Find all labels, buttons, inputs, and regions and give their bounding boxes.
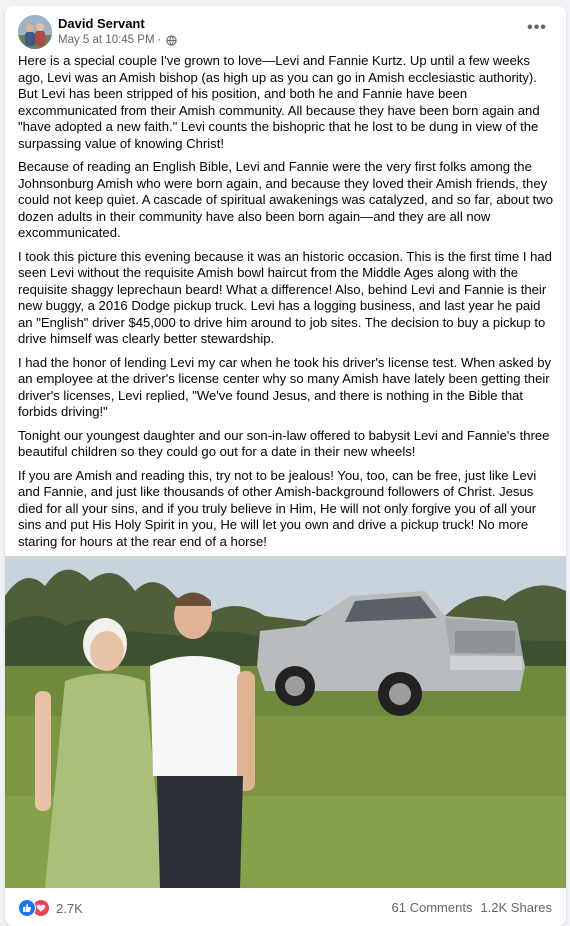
reaction-summary[interactable]: [18, 899, 83, 917]
more-horizontal-icon[interactable]: •••: [527, 19, 547, 36]
post-card: [5, 6, 566, 926]
post-paragraph: I had the honor of lending Levi my car when he took his driver's license test. When asked by an employee at the driver's license center why so many Amish have lately been getting their driver's licenses, Levi replied, "We've found Jesus, and there is nothing in the Bible that forbids driving!": [18, 354, 552, 419]
post-meta: [58, 34, 177, 46]
post-footer: [5, 888, 566, 926]
avatar-image: [18, 15, 52, 49]
engagement-stats: [392, 900, 552, 915]
post-timestamp[interactable]: May 5 at 10:45 PM: [58, 34, 155, 46]
like-icon: [18, 899, 36, 917]
post-paragraph: If you are Amish and reading this, try not to be jealous! You, too, can be free, just like Levi and Fannie, and just like thousands of other Amish-background followers of Christ. Jesus died for all your sins, and if you truly believe in Him, He will not only forgive you of all your sins and put His Holy Spirit in you, He will let you own and drive a pickup truck! No more staring for hours at the rear end of a horse!: [18, 467, 537, 549]
comments-count[interactable]: 61 Comments: [391, 900, 473, 915]
post-paragraph: Because of reading an English Bible, Levi and Fannie were the very first folks among the Johnsonburg Amish who were born again, and because they loved their Amish friends, they could not keep quiet. A cascade of spiritual awakenings was catalyzed, and so far, about two dozen adults in their community have also been born again—and they are all now excommunicated.: [18, 159, 553, 240]
post-paragraph: I took this picture this evening because it was an historic occasion. This is the first time I had seen Levi without the requisite Amish bowl haircut from the Middle Ages along with the requisite shaggy leprechaun beard! What a difference! Also, behind Levi and Fannie is their new buggy, a 2016 Dodge pickup truck. Levi has a logging business, and last year he paid an "English" driver $45,000 to drive him around to job sites. The decision to buy a pickup to drive himself was clearly better stewardship.: [18, 248, 552, 346]
shares-count[interactable]: 1.2K Shares: [480, 900, 552, 915]
meta-separator: ·: [157, 34, 162, 46]
avatar[interactable]: [18, 15, 52, 49]
post-body: [18, 53, 555, 557]
author-name[interactable]: David Servant: [58, 16, 145, 31]
globe-icon: [166, 35, 177, 46]
post-header: [5, 6, 566, 56]
post-photo[interactable]: [5, 556, 566, 888]
post-paragraph: Here is a special couple I've grown to love—Levi and Fannie Kurtz. Up until a few weeks ago, Levi was an Amish bishop (as high up as you can go in Amish ecclesiastic authority). But Levi has been stripped of his position, and both he and Fannie have been excommunicated from their Amish community. All because they have been born again and "have adopted a new faith." Levi counts the bishopric that he lost to be dung in view of the surpassing value of knowing Christ!: [18, 53, 540, 151]
post-paragraph: Tonight our youngest daughter and our son-in-law offered to babysit Levi and Fannie's three beautiful children so they could go out for a date in their new wheels!: [18, 427, 550, 459]
reaction-count: 2.7K: [56, 900, 83, 916]
